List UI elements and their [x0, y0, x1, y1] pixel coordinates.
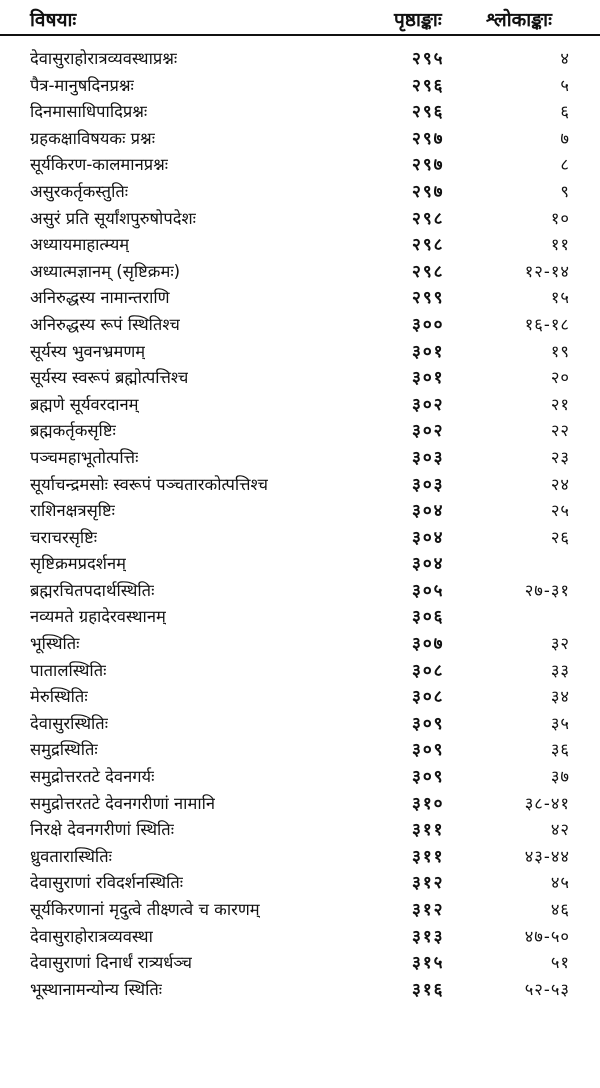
row-subject: भूस्थितिः [30, 634, 80, 654]
row-page-number: ३०४ [412, 554, 445, 575]
row-verse-number: ३५ [550, 713, 570, 733]
table-row [0, 445, 600, 472]
table-row [0, 126, 600, 153]
row-verse-number: २५ [550, 501, 570, 521]
table-row [0, 844, 600, 871]
row-subject: अनिरुद्धस्य नामान्तराणि [30, 288, 170, 308]
row-verse-number: २० [550, 368, 570, 388]
row-subject: देवासुरस्थितिः [30, 713, 109, 733]
row-verse-number: ३४ [550, 687, 570, 707]
row-subject: ग्रहकक्षाविषयकः प्रश्नः [30, 128, 156, 148]
row-page-number: २९७ [412, 181, 445, 202]
table-row [0, 551, 600, 578]
row-subject: मेरुस्थितिः [30, 687, 88, 707]
row-verse-number: ३७ [550, 767, 570, 787]
table-row [0, 206, 600, 233]
row-verse-number: ५२-५३ [524, 979, 570, 999]
row-page-number: ३०२ [412, 394, 445, 415]
row-verse-number: २४ [550, 474, 570, 494]
row-subject: अध्यायमाहात्म्यम् [30, 235, 130, 255]
row-page-number: ३०० [412, 314, 445, 335]
index-rows [0, 46, 600, 1003]
row-subject: ध्रुवतारास्थितिः [30, 846, 112, 866]
row-verse-number: ५ [560, 75, 570, 95]
row-verse-number: ९ [560, 181, 570, 201]
row-verse-number: ४६ [550, 900, 570, 919]
row-page-number: ३०९ [412, 713, 445, 734]
row-verse-number: ४ [560, 49, 570, 68]
row-subject: सूर्यस्य स्वरूपं ब्रह्मोत्पत्तिश्च [30, 368, 189, 388]
row-page-number: २९८ [412, 235, 445, 256]
row-subject: भूस्थानामन्योन्य स्थितिः [30, 979, 163, 999]
row-page-number: ३०४ [412, 501, 445, 522]
table-row [0, 817, 600, 844]
table-row [0, 365, 600, 392]
row-subject: ब्रह्मणे सूर्यवरदानम् [30, 394, 139, 414]
row-verse-number: २६ [550, 527, 570, 547]
table-row [0, 418, 600, 445]
row-verse-number: २३ [550, 447, 570, 467]
row-verse-number: ६ [560, 102, 570, 122]
row-page-number: ३०८ [412, 687, 445, 708]
row-verse-number: २२ [550, 421, 570, 441]
table-row [0, 658, 600, 685]
table-row [0, 764, 600, 791]
row-subject: सूर्यकिरण-कालमानप्रश्नः [30, 155, 169, 175]
row-verse-number: ३२ [550, 634, 570, 654]
row-subject: असुरं प्रति सूर्यांशपुरुषोपदेशः [30, 208, 197, 228]
row-subject: अनिरुद्धस्य रूपं स्थितिश्च [30, 314, 180, 334]
row-subject: समुद्रोत्तरतटे देवनगरीणां नामानि [30, 793, 216, 813]
row-verse-number: १९ [550, 341, 570, 361]
table-row [0, 950, 600, 977]
row-page-number: २९६ [412, 102, 445, 123]
row-subject: दिनमासाधिपादिप्रश्नः [30, 102, 148, 122]
row-page-number: ३१६ [412, 979, 445, 1000]
row-page-number: ३१३ [412, 926, 445, 947]
row-page-number: ३०३ [412, 474, 445, 495]
row-subject: चराचरसृष्टिः [30, 527, 98, 547]
row-page-number: २९८ [412, 208, 445, 229]
row-subject: सूर्यकिरणानां मृदुत्वे तीक्ष्णत्वे च कारणम् [30, 900, 260, 919]
table-row [0, 339, 600, 366]
row-subject: सूर्यस्य भुवनभ्रमणम् [30, 341, 146, 361]
row-page-number: २९७ [412, 128, 445, 149]
row-page-number: ३०५ [412, 580, 445, 601]
row-subject: पातालस्थितिः [30, 660, 107, 680]
row-page-number: ३०८ [412, 660, 445, 681]
table-row [0, 259, 600, 286]
row-verse-number: ४७-५० [524, 926, 570, 946]
table-row [0, 578, 600, 605]
row-page-number: ३०७ [412, 634, 445, 655]
row-page-number: ३०९ [412, 767, 445, 788]
row-verse-number: ४५ [550, 873, 570, 893]
table-row [0, 179, 600, 206]
row-page-number: ३०१ [412, 341, 445, 362]
row-verse-number: २१ [550, 394, 570, 414]
row-verse-number: १६-१८ [524, 314, 570, 334]
row-subject: समुद्रस्थितिः [30, 740, 98, 760]
row-subject: अध्यात्मज्ञानम् (सृष्टिक्रमः) [30, 261, 181, 281]
row-subject: राशिनक्षत्रसृष्टिः [30, 501, 116, 521]
row-page-number: ३०३ [412, 447, 445, 468]
row-verse-number: ११ [550, 235, 570, 255]
table-row [0, 684, 600, 711]
table-row [0, 232, 600, 259]
table-row [0, 631, 600, 658]
row-verse-number: ४२ [550, 820, 570, 840]
table-row [0, 977, 600, 1004]
row-subject: ब्रह्मकर्तृकसृष्टिः [30, 421, 116, 441]
table-row [0, 498, 600, 525]
row-subject: देवासुराणां रविदर्शनस्थितिः [30, 873, 184, 893]
table-row [0, 897, 600, 924]
row-subject: पैत्र-मानुषदिनप्रश्नः [30, 75, 134, 95]
row-subject: सृष्टिक्रमप्रदर्शनम् [30, 554, 126, 574]
row-page-number: ३०१ [412, 368, 445, 389]
row-subject: निरक्षे देवनगरीणां स्थितिः [30, 820, 175, 840]
row-subject: असुरकर्तृकस्तुतिः [30, 181, 129, 201]
row-verse-number: ३३ [550, 660, 570, 680]
row-verse-number: ८ [560, 155, 570, 175]
row-page-number: ३१५ [412, 953, 445, 974]
row-page-number: २९६ [412, 75, 445, 96]
row-page-number: ३१२ [412, 900, 445, 920]
table-row [0, 312, 600, 339]
row-verse-number: १५ [550, 288, 570, 308]
row-verse-number: ४३-४४ [524, 846, 570, 866]
row-page-number: ३०४ [412, 527, 445, 548]
row-verse-number: ७ [560, 128, 570, 148]
table-row [0, 870, 600, 897]
table-row [0, 604, 600, 631]
row-page-number: ३१० [412, 793, 445, 814]
row-verse-number: ३८-४१ [524, 793, 570, 813]
row-subject: समुद्रोत्तरतटे देवनगर्यः [30, 767, 155, 787]
row-verse-number: १२-१४ [524, 261, 570, 281]
header-subject: विषयाः [30, 9, 77, 31]
table-row [0, 285, 600, 312]
row-page-number: ३११ [412, 820, 445, 841]
table-row [0, 525, 600, 552]
row-verse-number: १० [550, 208, 570, 228]
row-subject: नव्यमते ग्रहादेरवस्थानम् [30, 607, 166, 627]
row-page-number: २९८ [412, 261, 445, 282]
row-page-number: ३०६ [412, 607, 445, 628]
row-page-number: २९७ [412, 155, 445, 176]
header-page-number: पृष्ठाङ्काः [394, 9, 442, 31]
table-row [0, 711, 600, 738]
table-header [0, 0, 600, 36]
row-verse-number: २७-३१ [524, 580, 570, 600]
row-subject: देवासुराहोरात्रव्यवस्थाप्रश्नः [30, 49, 178, 68]
row-subject: ब्रह्मरचितपदार्थस्थितिः [30, 580, 155, 600]
row-page-number: ३०९ [412, 740, 445, 761]
table-row [0, 99, 600, 126]
header-verse-number: श्लोकाङ्काः [486, 9, 552, 31]
table-row [0, 791, 600, 818]
row-page-number: २९५ [412, 49, 445, 69]
table-row [0, 46, 600, 73]
row-subject: देवासुराहोरात्रव्यवस्था [30, 926, 153, 946]
row-page-number: ३०२ [412, 421, 445, 442]
table-row [0, 924, 600, 951]
row-subject: देवासुराणां दिनार्धं रात्र्यर्धञ्च [30, 953, 192, 973]
row-verse-number: ३६ [550, 740, 570, 760]
table-row [0, 392, 600, 419]
table-row [0, 472, 600, 499]
row-page-number: ३१२ [412, 873, 445, 894]
table-row [0, 737, 600, 764]
row-page-number: २९९ [412, 288, 445, 309]
row-verse-number: ५१ [550, 953, 570, 973]
row-subject: पञ्चमहाभूतोत्पत्तिः [30, 447, 139, 467]
row-page-number: ३११ [412, 846, 445, 867]
row-subject: सूर्याचन्द्रमसोः स्वरूपं पञ्चतारकोत्पत्तिश्च [30, 474, 268, 494]
table-row [0, 152, 600, 179]
table-row [0, 73, 600, 100]
